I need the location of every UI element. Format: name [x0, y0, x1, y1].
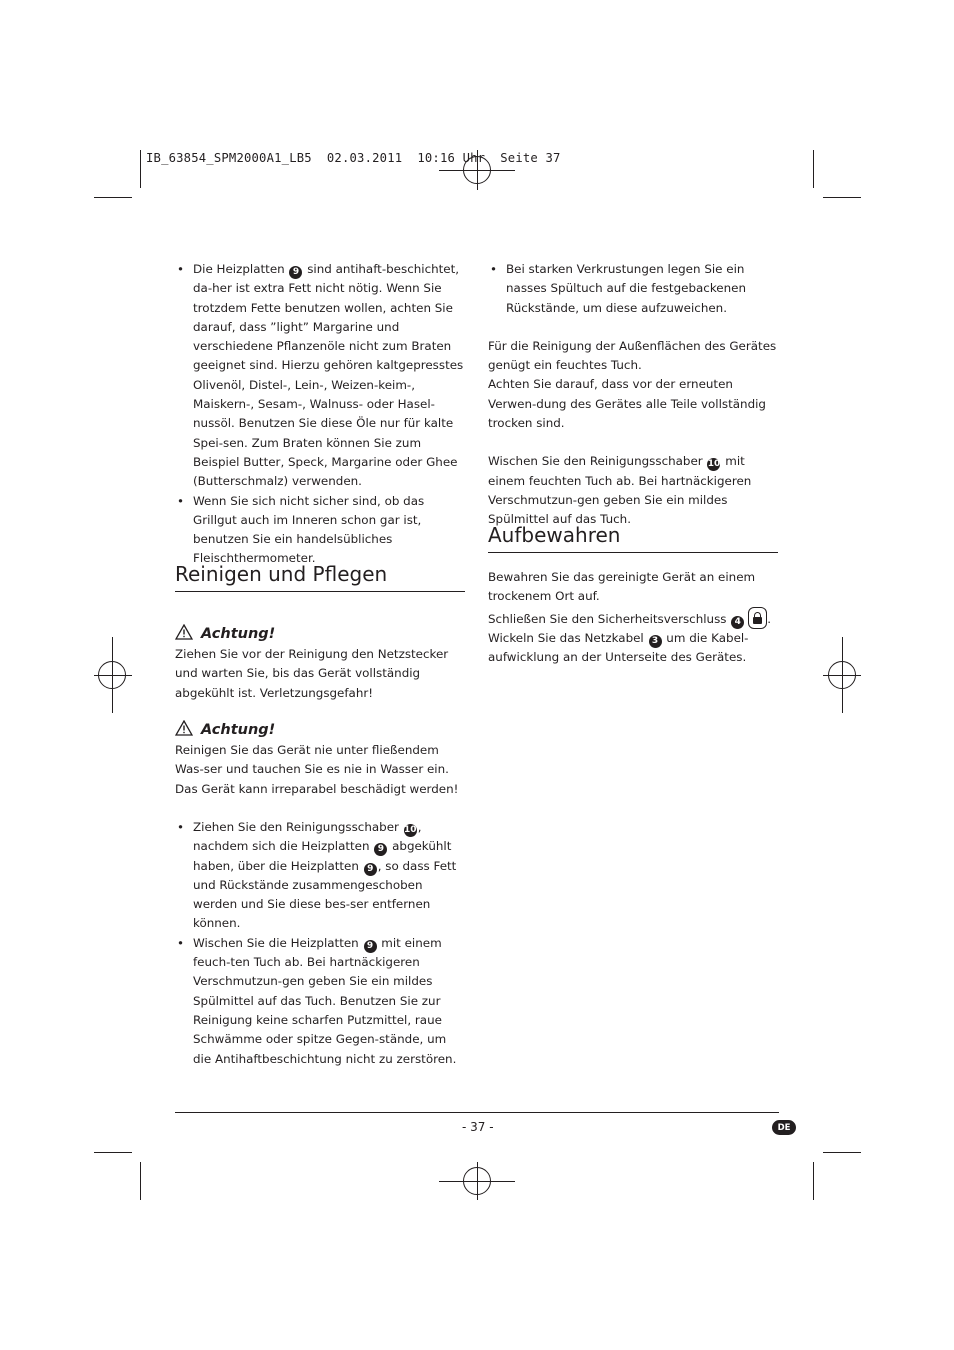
list-item: • Wischen Sie die Heizplatten 9 mit einem feuch-ten Tuch ab. Bei hartnäckigeren Verschmutzun-gen geben Sie ein mildes Spülmittel auf das Tuch. Benutzen Sie zur Reinigung keine scharfen Putzmittel, raue Schwämme oder spitze Gegen-stände, um die Antihaftbeschichtung nicht zu zerstören.: [175, 934, 467, 1069]
crop-mark: [94, 197, 132, 198]
crop-mark: [94, 1152, 132, 1153]
part-number-badge: 10: [403, 825, 417, 835]
part-number-badge: 9: [364, 863, 377, 876]
footer-divider: [175, 1112, 779, 1113]
part-number-badge: 3: [649, 635, 662, 648]
paragraph: Für die Reinigung der Außenflächen des Gerätes genügt ein feuchtes Tuch.: [488, 338, 777, 373]
warning-heading: Achtung!: [175, 623, 467, 645]
part-number-badge: 4: [731, 616, 744, 629]
warning-triangle-icon: [175, 624, 193, 640]
crop-mark: [813, 150, 814, 188]
part-number-badge: 9: [374, 843, 387, 856]
warning-triangle-icon: [175, 720, 193, 736]
crop-mark: [823, 197, 861, 198]
crop-mark: [813, 1162, 814, 1200]
part-number-badge: 9: [289, 266, 302, 279]
warning-heading: Achtung!: [175, 719, 467, 741]
left-column: [175, 260, 467, 569]
paragraph: Wickeln Sie das Netzkabel 3 um die Kabel-aufwicklung an der Unterseite des Gerätes.: [488, 630, 749, 665]
right-column: [488, 260, 780, 530]
list-item: • Wenn Sie sich nicht sicher sind, ob das Grillgut auch im Inneren schon gar ist, benutzen Sie ein handelsübliches Fleischthermometer.: [175, 492, 467, 569]
list-item: • Bei starken Verkrustungen legen Sie ein nasses Spültuch auf die festgebackenen Rückstände, um diese aufzuweichen.: [488, 260, 780, 318]
cleaning-steps: [175, 818, 467, 1069]
crop-mark: [140, 1162, 141, 1200]
list-item: • Ziehen Sie den Reinigungsschaber 10, nachdem sich die Heizplatten 9 abgekühlt haben, über die Heizplatten 9 , so dass Fett und Rückstände zusammengeschoben werden und Sie diese bes-ser entfernen können.: [175, 818, 467, 934]
warning-block-2: [175, 719, 467, 799]
print-slug: IB_63854_SPM2000A1_LB5 02.03.2011 10:16 Uhr Seite 37: [146, 151, 561, 165]
lock-icon: [748, 607, 767, 629]
section-title-cleaning: Reinigen und Pflegen: [175, 561, 465, 592]
warning-text: Ziehen Sie vor der Reinigung den Netzstecker und warten Sie, bis das Gerät vollständig abgekühlt ist. Verletzungsgefahr!: [175, 647, 449, 700]
language-badge: DE: [772, 1120, 796, 1135]
paragraph: Bewahren Sie das gereinigte Gerät an einem trockenem Ort auf.: [488, 570, 756, 604]
warning-text: Reinigen Sie das Gerät nie unter fließendem Was-ser und tauchen Sie es nie in Wasser ein. Das Gerät kann irreparabel beschädigt werden!: [175, 743, 459, 796]
paragraph: Schließen Sie den Sicherheitsverschluss 4 .: [488, 607, 780, 629]
storage-text: [488, 568, 780, 667]
page-number: - 37 -: [462, 1120, 494, 1134]
part-number-badge: 9: [364, 940, 377, 953]
warning-block-1: [175, 623, 467, 703]
list-item: • Die Heizplatten 9 sind antihaft-beschichtet, da-her ist extra Fett nicht nötig. Wenn Sie trotzdem Fette benutzen wollen, achten Sie darauf, dass ”light” Margarine und verschiedene Pflanzenöle nicht zum Braten geeignet sind. Hierzu gehören kaltgepresstes Olivenöl, Distel-, Lein-, Weizen-keim-, Maiskern-, Sesam-, Walnuss- oder Hasel-nussöl. Benutzen Sie diese Öle nur für kalte Spei-sen. Zum Braten können Sie zum Beispiel Butter, Speck, Margarine oder Ghee (Butterschmalz) verwenden.: [175, 260, 467, 492]
part-number-badge: 10: [707, 459, 721, 470]
crop-mark: [823, 1152, 861, 1153]
section-title-storage: Aufbewahren: [488, 522, 778, 553]
paragraph: Achten Sie darauf, dass vor der erneuten Verwen-dung des Gerätes alle Teile vollständig trocken sind.: [488, 377, 766, 431]
crop-mark: [140, 150, 141, 188]
paragraph: Wischen Sie den Reinigungsschaber 10 mit einem feuchten Tuch ab. Bei hartnäckigeren Verschmutzun-gen geben Sie ein mildes Spülmittel auf das Tuch.: [488, 454, 752, 527]
